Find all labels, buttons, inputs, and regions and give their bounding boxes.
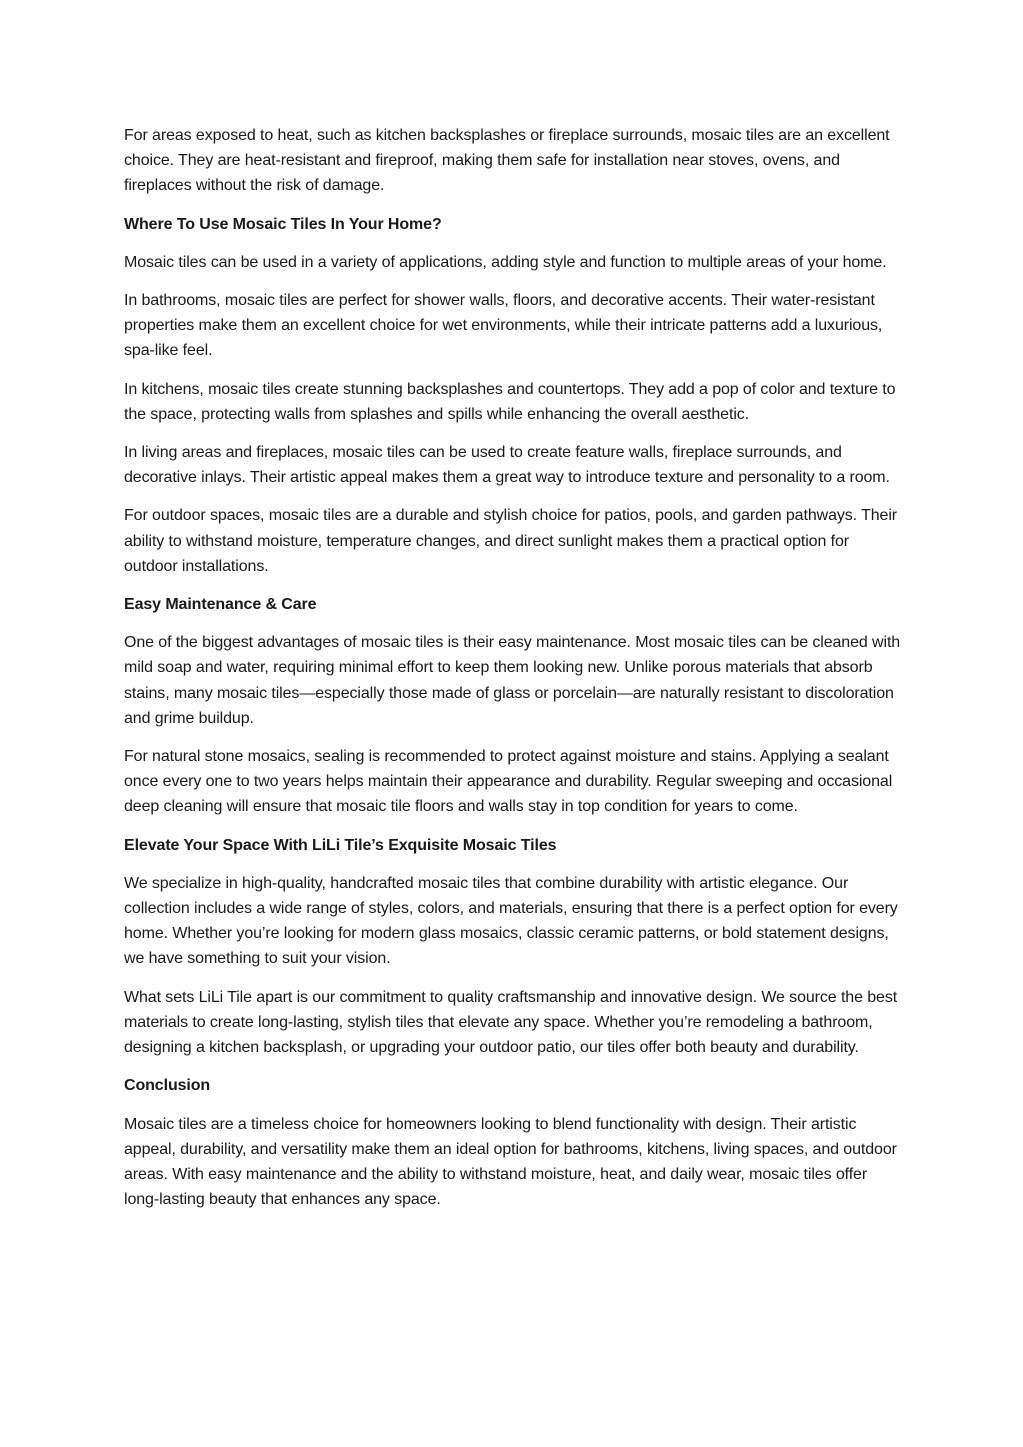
heading-maintenance: Easy Maintenance & Care <box>124 596 317 614</box>
paragraph-maintenance-advantages: One of the biggest advantages of mosaic tiles is their easy maintenance. Most mosaic tiles can be cleaned with mild soap and water, requiring minimal effort to keep them looking new. Unlike porous materials that absorb stains, many mosaic tiles—especially those made of glass or porcelain—are naturally resistant to discoloration and grime buildup. <box>124 634 901 727</box>
paragraph-what-sets-apart: What sets LiLi Tile apart is our commitment to quality craftsmanship and innovative design. We source the best materials to create long-lasting, stylish tiles that elevate any space. Whether you’re remodeling a bathroom, designing a kitchen backsplash, or upgrading your outdoor patio, our tiles offer both beauty and durability. <box>124 988 898 1057</box>
paragraph-specialize: We specialize in high-quality, handcrafted mosaic tiles that combine durability with artistic elegance. Our collection includes a wide range of styles, colors, and materials, ensuring that there is a perfect option for every home. Whether you’re looking for modern glass mosaics, classic ceramic patterns, or bold statement designs, we have something to suit your vision. <box>124 874 898 968</box>
heading-where-to-use: Where To Use Mosaic Tiles In Your Home? <box>124 215 442 233</box>
paragraph-kitchens: In kitchens, mosaic tiles create stunning backsplashes and countertops. They add a pop of color and texture to the space, protecting walls from splashes and spills while enhancing the overall aesthetic. <box>124 380 896 423</box>
paragraph-natural-stone: For natural stone mosaics, sealing is recommended to protect against moisture and stains. Applying a sealant once every one to two years helps maintain their appearance and durability. Regular sweeping and occasional deep cleaning will ensure that mosaic tile floors and walls stay in top condition for years to come. <box>124 748 893 816</box>
document-page <box>124 123 904 1225</box>
paragraph-applications: Mosaic tiles can be used in a variety of applications, adding style and function to multiple areas of your home. <box>124 253 887 271</box>
paragraph-outdoor: For outdoor spaces, mosaic tiles are a durable and stylish choice for patios, pools, and garden pathways. Their ability to withstand moisture, temperature changes, and direct sunlight makes them a practical option for outdoor installations. <box>124 507 898 575</box>
paragraph-bathrooms: In bathrooms, mosaic tiles are perfect for shower walls, floors, and decorative accents. Their water-resistant properties make them an excellent choice for wet environments, while their intricate patterns add a luxurious, spa-like feel. <box>124 292 883 360</box>
paragraph-heat-areas: For areas exposed to heat, such as kitchen backsplashes or fireplace surrounds, mosaic tiles are an excellent choice. They are heat-resistant and fireproof, making them safe for installation near stoves, ovens, and fireplaces without the risk of damage. <box>124 127 890 195</box>
paragraph-conclusion: Mosaic tiles are a timeless choice for homeowners looking to blend functionality with design. Their artistic appeal, durability, and versatility make them an ideal option for bathrooms, kitchens, living spaces, and outdoor areas. With easy maintenance and the ability to withstand moisture, heat, and daily wear, mosaic tiles offer long-lasting beauty that enhances any space. <box>124 1115 897 1209</box>
heading-elevate-space: Elevate Your Space With LiLi Tile’s Exquisite Mosaic Tiles <box>124 836 557 854</box>
heading-conclusion: Conclusion <box>124 1077 211 1095</box>
paragraph-living-areas: In living areas and fireplaces, mosaic tiles can be used to create feature walls, fireplace surrounds, and decorative inlays. Their artistic appeal makes them a great way to introduce texture and personality to a room. <box>124 444 890 487</box>
